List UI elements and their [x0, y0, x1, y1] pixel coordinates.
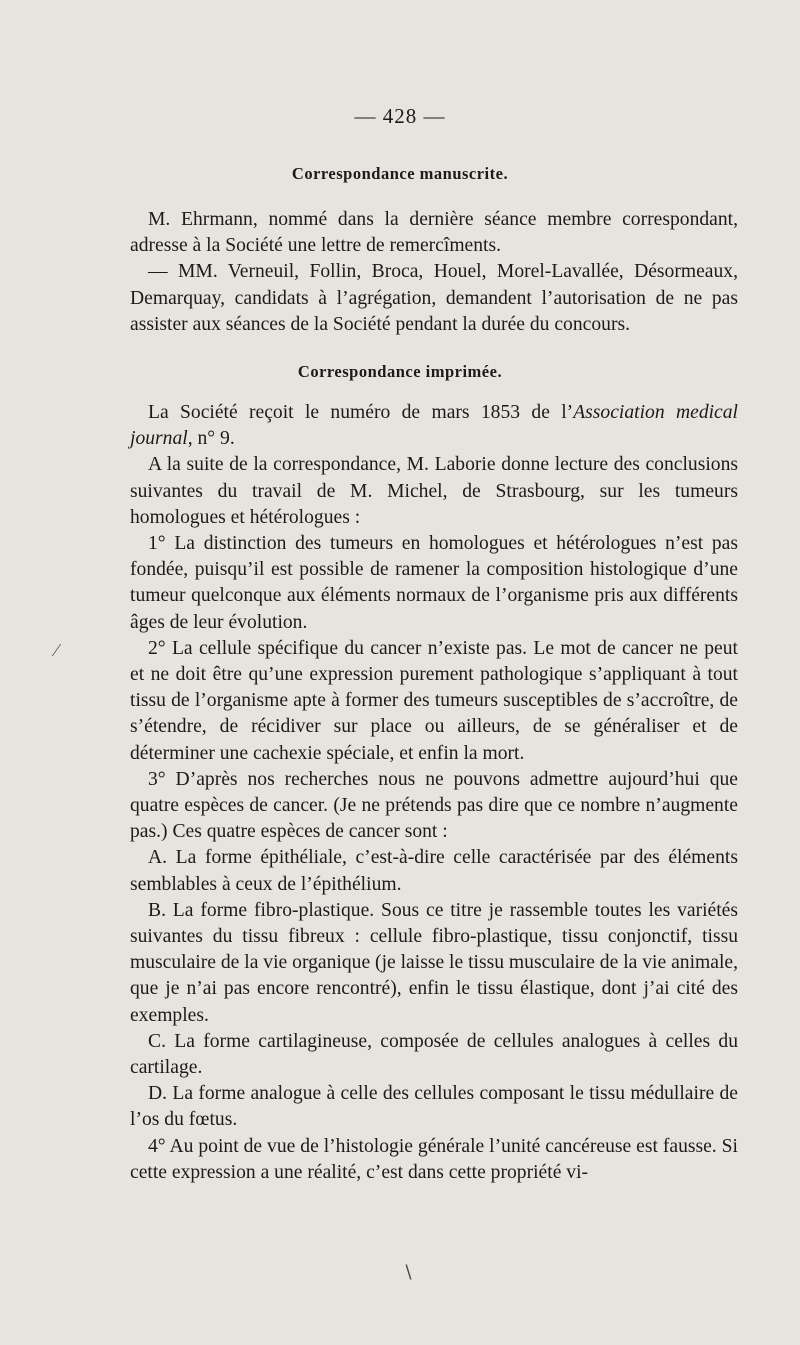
paragraph-agregation: — MM. Verneuil, Follin, Broca, Houel, Morel-Lavallée, Désormeaux, Demarquay, candidats à l’agrégation, demandent l’autorisation de ne pas assister aux séances de la Société pendant la durée du concours. [130, 261, 738, 335]
margin-mark: ⁄ [55, 640, 59, 660]
cancer-form-b: B. La forme fibro-plastique. Sous ce titre je rassemble toutes les variétés suivantes du tissu fibreux : cellule fibro-plastique, tissu conjonctif, tissu musculaire de la vie organique (je laisse le tissu musculaire de la vie animale, que je n’ai pas encore rencontré), enfin le tissu élastique, dont j’ai cité des exemples. [130, 899, 738, 1026]
cancer-form-d: D. La forme analogue à celle des cellules composant le tissu médullaire de l’os du fœtus. [130, 1083, 738, 1131]
conclusion-3: 3° D’après nos recherches nous ne pouvons admettre aujourd’hui que quatre espèces de cancer. (Je ne prétends pas dire que ce nombre n’augmente pas.) Ces quatre espèces de cancer sont : [130, 768, 738, 843]
cancer-form-a: A. La forme épithéliale, c’est-à-dire celle caractérisée par des éléments semblables à ceux de l’épithélium. [130, 847, 738, 895]
page-number: — 428 — [354, 104, 446, 128]
section-imprimee-body [130, 400, 738, 1186]
paragraph-ehrmann: M. Ehrmann, nommé dans la dernière séance membre correspondant, adresse à la Société une lettre de remercîments. [130, 209, 738, 257]
section-manuscrite-body [130, 207, 738, 338]
conclusion-4: 4° Au point de vue de l’histologie générale l’unité cancéreuse est fausse. Si cette expression a une réalité, c’est dans cette propriété vi- [130, 1135, 738, 1183]
cancer-form-c: C. La forme cartilagineuse, composée de cellules analogues à celles du cartilage. [130, 1030, 738, 1079]
conclusion-2: 2° La cellule spécifique du cancer n’existe pas. Le mot de cancer ne peut et ne doit être qu’une expression purement pathologique s’appliquant à tout tissu de l’organisme apte à former des tumeurs susceptibles de s’accroître, de s’étendre, de récidiver sur place ou ailleurs, de se généraliser et de déterminer une cachexie spéciale, et enfin la mort. [130, 637, 738, 764]
section-heading-imprimee: Correspondance imprimée. [297, 362, 503, 381]
journal-text-after: , n° 9. [187, 428, 235, 450]
journal-text-before: La Société reçoit le numéro de mars 1853 de l’ [148, 402, 574, 423]
paragraph-laborie: A la suite de la correspondance, M. Laborie donne lecture des conclusions suivantes du travail de M. Michel, de Strasbourg, sur les tumeurs homologues et hétérologues : [130, 454, 738, 528]
paragraph-journal [130, 400, 738, 452]
journal-title: Association medical journal [130, 402, 738, 450]
stray-mark: ∖ [402, 1262, 414, 1282]
section-heading-manuscrite: Correspondance manuscrite. [291, 164, 509, 183]
conclusion-1: 1° La distinction des tumeurs en homologues et hétérologues n’est pas fondée, puisqu’il est possible de ramener la composition histologique d’une tumeur quelconque aux éléments normaux de l’organisme pris aux différents âges de leur évolution. [130, 533, 738, 633]
